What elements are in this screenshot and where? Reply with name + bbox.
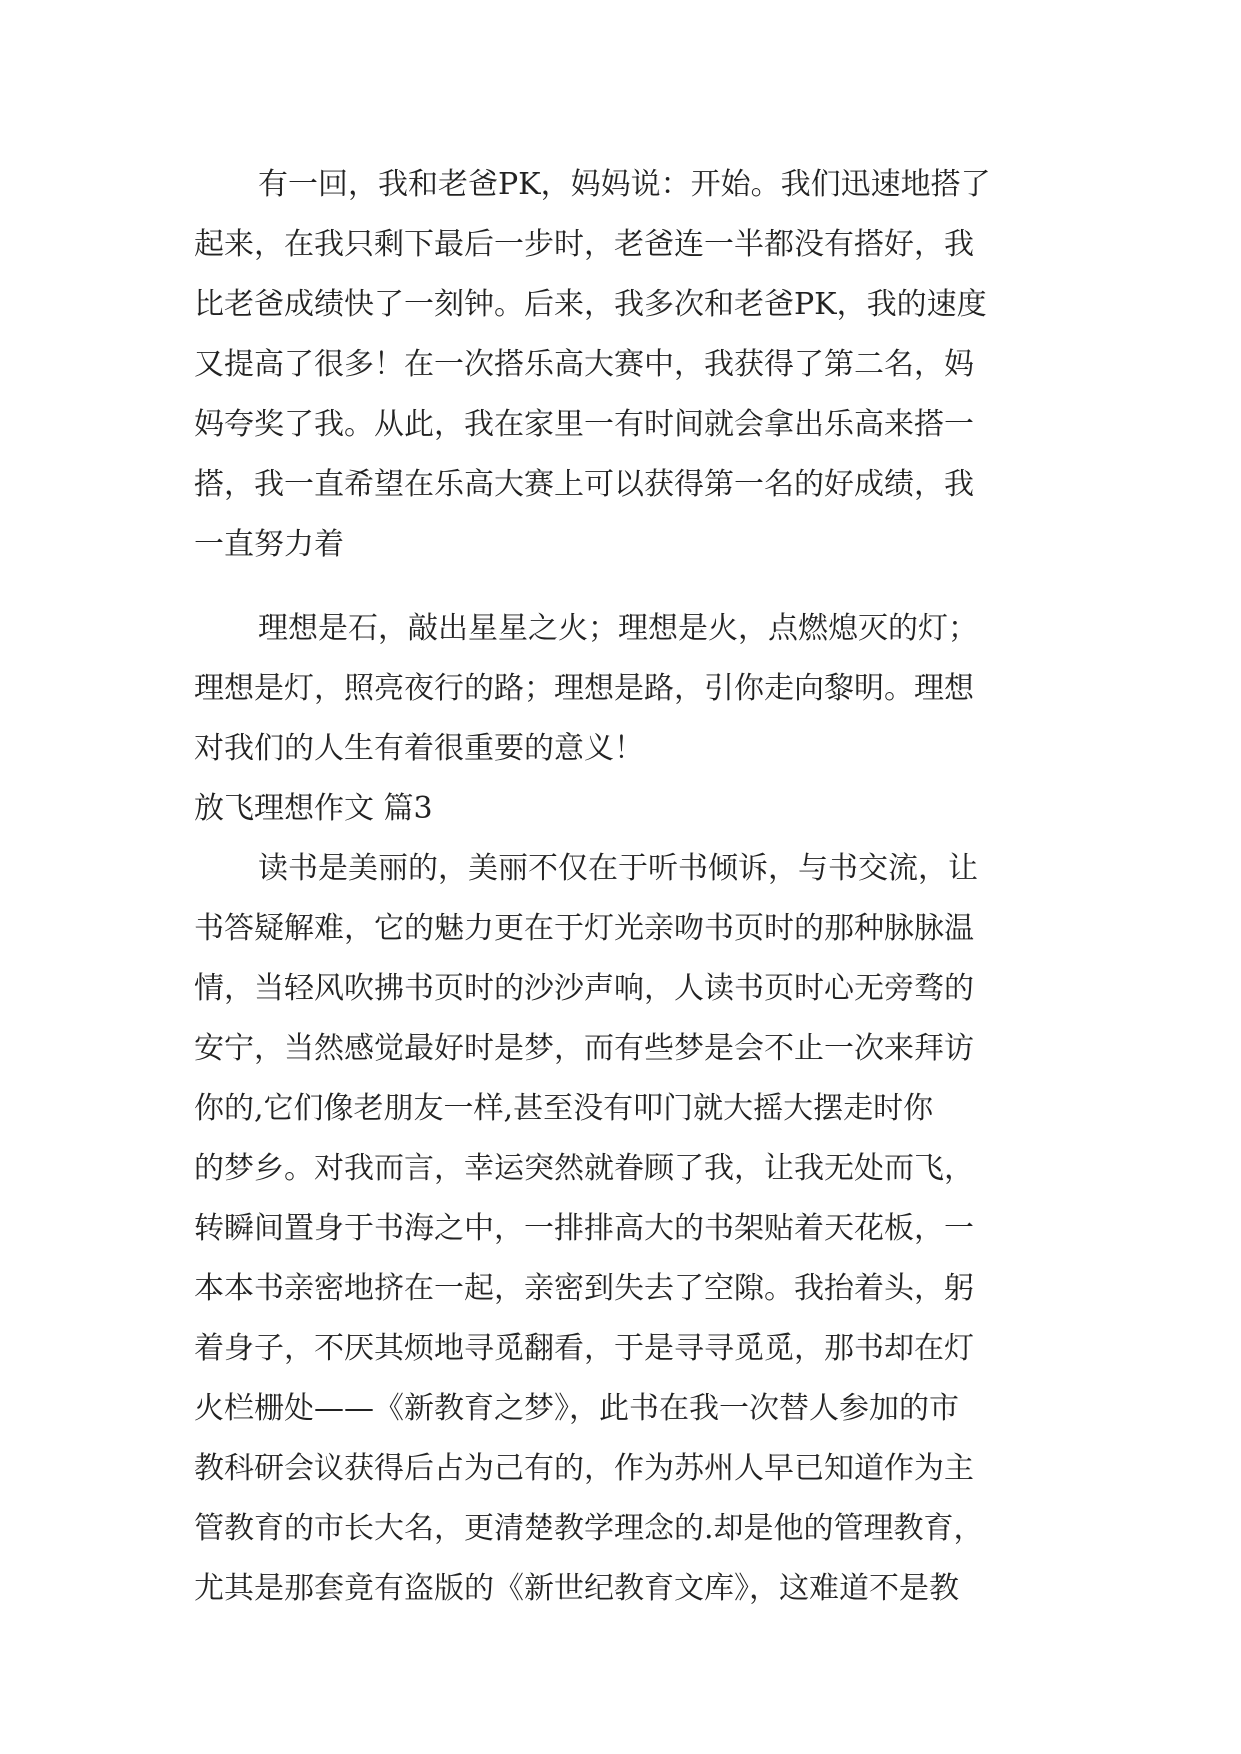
text-line: 火栏栅处——《新教育之梦》，此书在我一次替人参加的市	[194, 1391, 959, 1426]
text-line: 比老爸成绩快了一刻钟。后来，我多次和老爸PK，我的速度	[194, 287, 987, 322]
text-line: 书答疑解难，它的魅力更在于灯光亲吻书页时的那种脉脉温	[194, 911, 974, 946]
text-line: 情，当轻风吹拂书页时的沙沙声响，人读书页时心无旁骛的	[194, 971, 974, 1006]
text-line: 妈夸奖了我。从此，我在家里一有时间就会拿出乐高来搭一	[194, 407, 974, 442]
text-line: 又提高了很多！在一次搭乐高大赛中，我获得了第二名，妈	[194, 347, 974, 382]
text-line: 理想是灯，照亮夜行的路；理想是路，引你走向黎明。理想	[194, 671, 974, 706]
text-line: 一直努力着	[194, 527, 344, 562]
paragraph-3	[194, 839, 1056, 1619]
paragraph-1	[194, 155, 1056, 575]
text-line: 管教育的市长大名，更清楚教学理念的.却是他的管理教育，	[194, 1511, 984, 1546]
section-heading: 放飞理想作文 篇3	[194, 791, 433, 826]
text-line: 本本书亲密地挤在一起，亲密到失去了空隙。我抬着头，躬	[194, 1271, 974, 1306]
text-line: 读书是美丽的，美丽不仅在于听书倾诉，与书交流，让	[258, 851, 978, 886]
text-line: 你的,它们像老朋友一样,甚至没有叩门就大摇大摆走时你	[194, 1091, 934, 1126]
text-line: 理想是石，敲出星星之火；理想是火，点燃熄灭的灯；	[258, 611, 978, 646]
text-line: 有一回，我和老爸PK，妈妈说：开始。我们迅速地搭了	[258, 167, 991, 202]
document-page	[194, 155, 1056, 1619]
text-line: 对我们的人生有着很重要的意义！	[194, 731, 644, 766]
text-line: 转瞬间置身于书海之中，一排排高大的书架贴着天花板，一	[194, 1211, 974, 1246]
paragraph-2	[194, 599, 1056, 779]
text-line: 起来，在我只剩下最后一步时，老爸连一半都没有搭好，我	[194, 227, 974, 262]
text-line: 尤其是那套竟有盗版的《新世纪教育文库》，这难道不是教	[194, 1571, 959, 1606]
text-line: 教科研会议获得后占为己有的，作为苏州人早已知道作为主	[194, 1451, 974, 1486]
text-line: 着身子，不厌其烦地寻觅翻看，于是寻寻觅觅，那书却在灯	[194, 1331, 974, 1366]
text-line: 安宁，当然感觉最好时是梦，而有些梦是会不止一次来拜访	[194, 1031, 974, 1066]
text-line: 搭，我一直希望在乐高大赛上可以获得第一名的好成绩，我	[194, 467, 974, 502]
text-line: 的梦乡。对我而言，幸运突然就眷顾了我，让我无处而飞，	[194, 1151, 974, 1186]
